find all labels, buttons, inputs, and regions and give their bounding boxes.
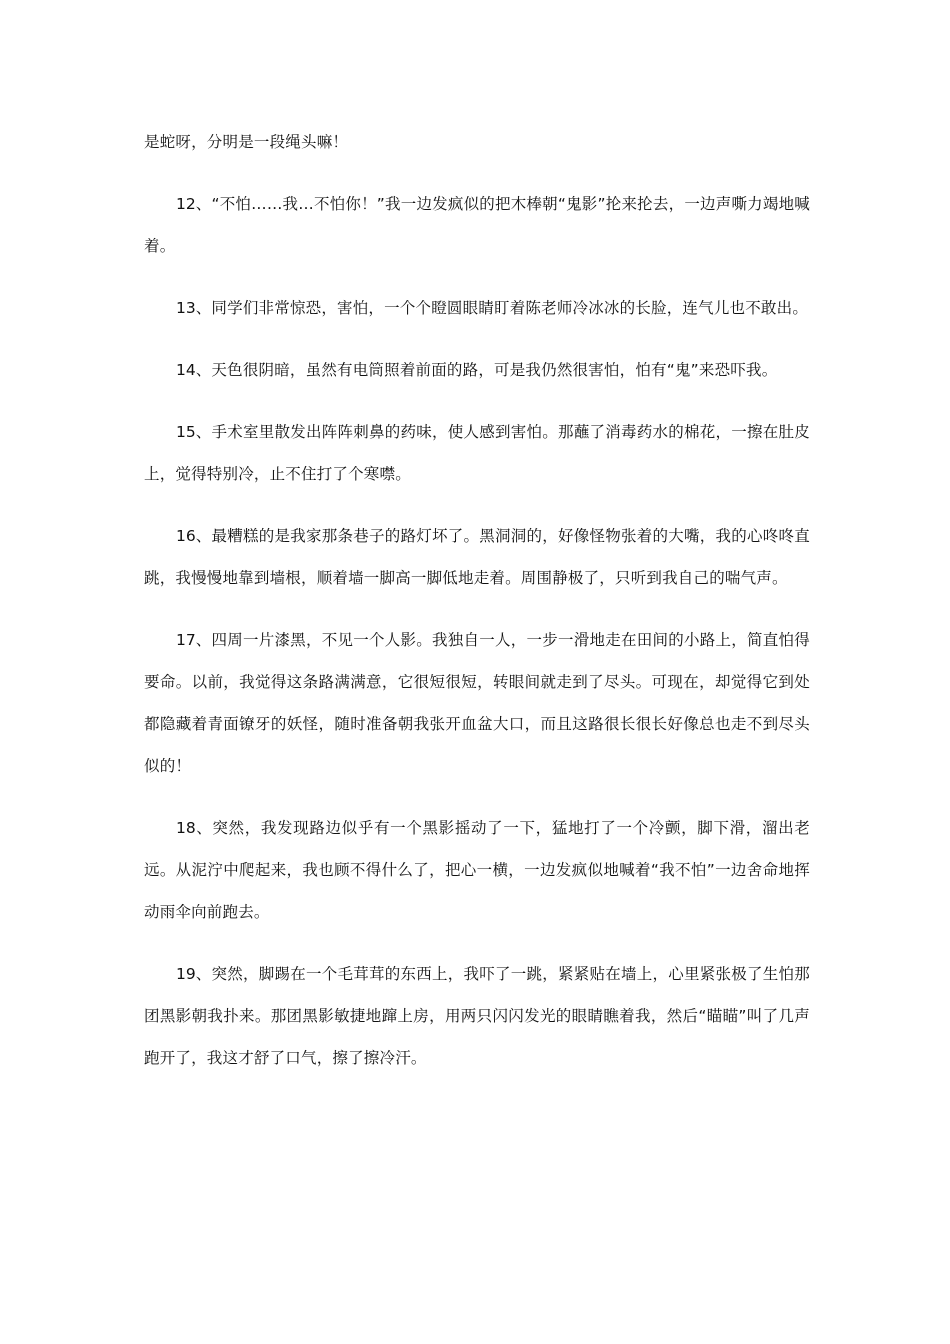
paragraph-15 xyxy=(144,411,810,495)
document-body xyxy=(144,121,810,1079)
paragraph-19 xyxy=(144,953,810,1079)
paragraph-12 xyxy=(144,183,810,267)
paragraph-continuation xyxy=(144,121,810,163)
paragraph-16 xyxy=(144,515,810,599)
paragraph-text: 、突然，脚踢在一个毛茸茸的东西上，我吓了一跳，紧紧贴在墙上，心里紧张极了生怕那团黑影朝我扑来。那团黑影敏捷地蹿上房，用两只闪闪发光的眼睛瞧着我，然后“瞄瞄”叫了几声跑开了，我这才舒了口气，擦了擦冷汗。 xyxy=(144,965,810,1067)
paragraph-number: 18 xyxy=(176,819,196,837)
paragraph-17 xyxy=(144,619,810,787)
paragraph-text: 、天色很阴暗，虽然有电筒照着前面的路，可是我仍然很害怕，怕有“鬼”来恐吓我。 xyxy=(195,361,778,379)
paragraph-text: 、同学们非常惊恐，害怕，一个个瞪圆眼睛盯着陈老师冷冰冰的长脸，连气儿也不敢出。 xyxy=(195,299,809,317)
paragraph-number: 15 xyxy=(176,423,196,441)
paragraph-number: 14 xyxy=(176,361,196,379)
paragraph-text: 、最糟糕的是我家那条巷子的路灯坏了。黑洞洞的，好像怪物张着的大嘴，我的心咚咚直跳，我慢慢地靠到墙根，顺着墙一脚高一脚低地走着。周围静极了，只听到我自己的喘气声。 xyxy=(144,527,810,587)
paragraph-text: 是蛇呀，分明是一段绳头嘛！ xyxy=(144,133,349,151)
paragraph-13 xyxy=(144,287,810,329)
paragraph-number: 19 xyxy=(176,965,196,983)
paragraph-18 xyxy=(144,807,810,933)
paragraph-number: 16 xyxy=(176,527,196,545)
paragraph-number: 12 xyxy=(176,195,196,213)
paragraph-text: 、“不怕……我…不怕你！”我一边发疯似的把木棒朝“鬼影”抡来抡去，一边声嘶力竭地喊着。 xyxy=(144,195,810,255)
paragraph-text: 、突然，我发现路边似乎有一个黑影摇动了一下，猛地打了一个冷颤，脚下滑，溜出老远。从泥泞中爬起来，我也顾不得什么了，把心一横，一边发疯似地喊着“我不怕”一边舍命地挥动雨伞向前跑去。 xyxy=(144,819,810,921)
paragraph-number: 17 xyxy=(176,631,196,649)
paragraph-14 xyxy=(144,349,810,391)
paragraph-text: 、四周一片漆黑，不见一个人影。我独自一人，一步一滑地走在田间的小路上，简直怕得要命。以前，我觉得这条路满满意，它很短很短，转眼间就走到了尽头。可现在，却觉得它到处都隐藏着青面镣牙的妖怪，随时准备朝我张开血盆大口，而且这路很长很长好像总也走不到尽头似的！ xyxy=(144,631,810,775)
paragraph-number: 13 xyxy=(176,299,196,317)
paragraph-text: 、手术室里散发出阵阵刺鼻的药味，使人感到害怕。那蘸了消毒药水的棉花，一擦在肚皮上，觉得特别冷，止不住打了个寒噤。 xyxy=(144,423,810,483)
